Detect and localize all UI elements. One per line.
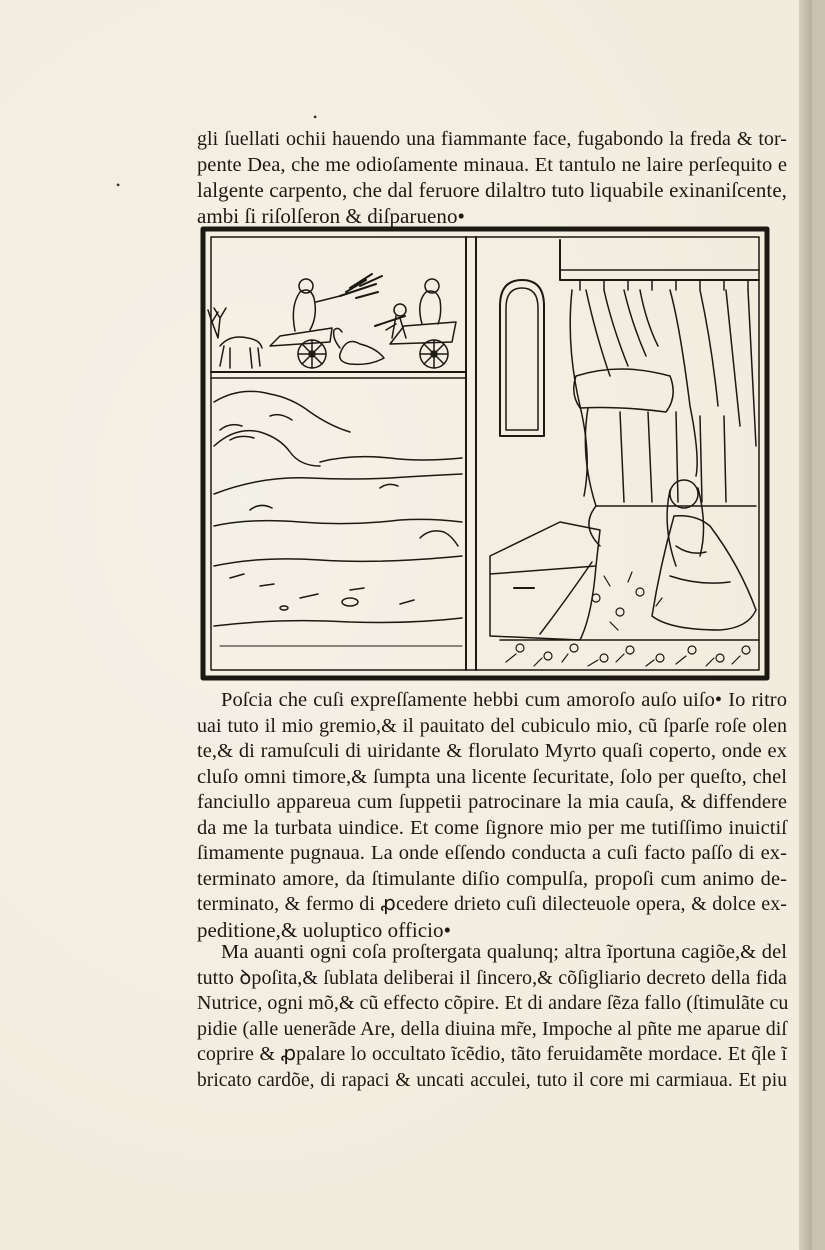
woodcut-border	[203, 229, 767, 678]
text-line: ſimamente pugnaua. La onde eſſendo conducta a cuſi facto paſſo di ex-	[197, 842, 787, 864]
text-line: Poſcia che cuſi expreſſamente hebbi cum amoroſo auſo uiſo• Io ritro	[221, 689, 787, 711]
text-line: fanciullo appareua cum ſuppetii patrocinare la mia cauſa, & diffendere	[197, 791, 787, 813]
text-line: uai tuto il mio gremio,& il pauitato del cubiculo mio, cũ ſparſe roſe olen	[197, 714, 787, 737]
text-line: lalgente carpento, che dal feruore dilaltro tuto liquabile exinaniſcente,	[197, 178, 787, 202]
woodcut-illustration	[200, 226, 770, 681]
text-line: bricato cardõe, di rapaci & uncati acculei, tuto il core mi carmiaua. Et piu	[197, 1069, 787, 1091]
text-block-bottom	[197, 940, 787, 1093]
ink-speck: •	[116, 178, 121, 192]
text-block-top	[197, 127, 787, 229]
text-line: terminato amore, da ſtimulante diſio compulſa, propoſi cum animo de-	[197, 867, 787, 890]
text-line: ambi ſi riſolſeron & diſparueno•	[197, 203, 465, 228]
ink-speck: •	[313, 110, 318, 124]
bedroom-scene	[490, 240, 759, 666]
text-line: pidie (alle uenerãde Are, della diuina mr̃e, Impoche al pñte me aparue diſ	[197, 1017, 787, 1040]
text-line: cluſo omni timore,& ſumpta una licente ſecuritate, ſolo per queſto, chel	[197, 765, 787, 788]
text-line: te,& di ramuſculi di uiridante & florulato Myrto quaſi coperto, onde ex	[197, 740, 787, 762]
text-line: pente Dea, che me odioſamente minaua. Et tantulo ne laire perſequito e	[197, 153, 787, 176]
text-line: tutto ꝺpoſita,& ſublata deliberai il ſincero,& cõſigliario decreto della fida	[197, 966, 787, 989]
text-line: da me la turbata uindice. Et come ſignore mio per me tutiſſimo inuictiſ	[197, 816, 787, 839]
text-line: Ma auanti ogni coſa proſtergata qualunq; altra ĩportuna cagiõe,& del	[221, 941, 787, 963]
text-line: gli ſuellati ochii hauendo una fiammante face, fugabondo la freda & tor-	[197, 128, 787, 150]
landscape-scene	[214, 391, 462, 646]
text-line: terminato, & fermo di ꝓcedere drieto cuſi dilecteuole opera, & dolce ex-	[197, 893, 787, 915]
page-spine-edge	[799, 0, 812, 1250]
text-line: peditione,& uoluptico officio•	[197, 917, 452, 942]
text-line: coprire & ꝓpalare lo occultato ĩcẽdio, tãto feruidamẽte mordace. Et q̃le ĩ	[197, 1043, 787, 1065]
text-block-middle	[197, 688, 787, 943]
sky-chariot-scene	[208, 274, 456, 368]
text-line: Nutrice, ogni mõ,& cũ effecto cõpire. Et di andare ſẽza fallo (ſtimulãte cu	[197, 992, 789, 1014]
